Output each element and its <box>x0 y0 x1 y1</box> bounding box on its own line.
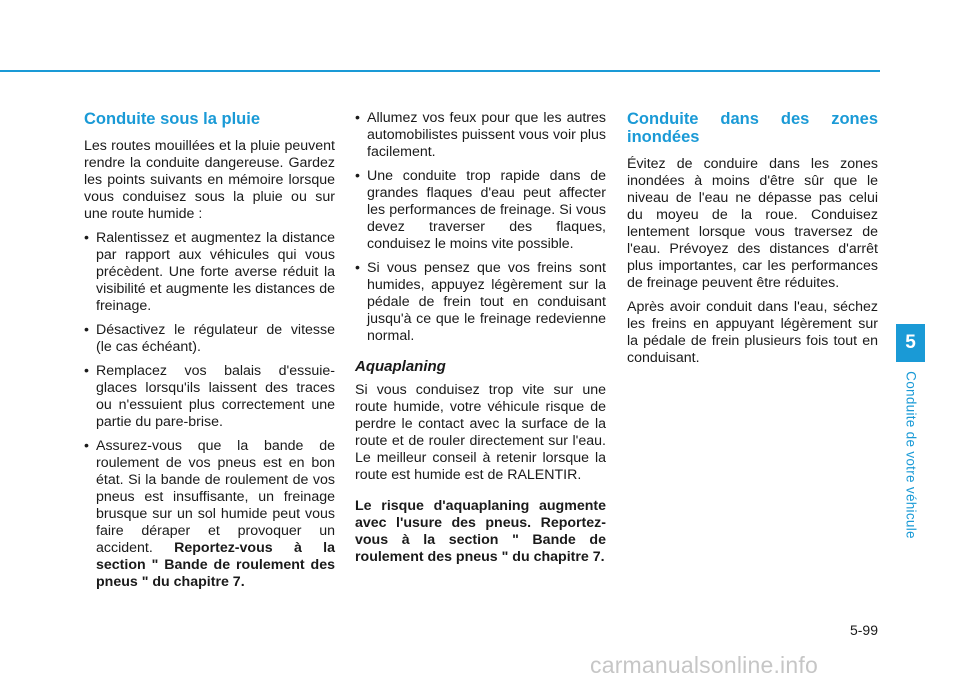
rain-intro: Les routes mouillées et la pluie peuvent rendre la conduite dangereuse. Gardez les points suivants en mémoire lorsque vous conduisez sous la pluie ou sur une route humide : <box>84 138 335 222</box>
list-item: • Une conduite trop rapide dans de grandes flaques d'eau peut affecter les performances de freinage. Si vous devez traverser des flaques, conduisez le moins vite possible. <box>355 168 606 253</box>
aquaplaning-subtitle: Aquaplaning <box>355 358 446 375</box>
column-1 <box>84 110 335 598</box>
flooded-paragraph: Évitez de conduire dans les zones inondées à moins d'être sûr que le niveau de l'eau ne dépasse pas celui du moyeu de la roue. Conduisez lentement lorsque vous traversez de l'eau. Prévoyez des distances d'arrêt plus importantes, car les performances de freinage peuvent être réduites. <box>627 156 878 291</box>
aquaplaning-paragraph: Si vous conduisez trop vite sur une route humide, votre véhicule risque de perdre le contact avec la surface de la route et de rouler directement sur l'eau. Le meilleur conseil à retenir lorsque la route est humide est de RALENTIR. <box>355 382 606 483</box>
watermark: carmanualsonline.info <box>590 652 818 678</box>
list-item: • Désactivez le régulateur de vitesse (le cas échéant). <box>84 322 335 356</box>
page-number: 5-99 <box>849 622 878 638</box>
column-2 <box>355 110 606 573</box>
list-item: • Remplacez vos balais d'essuie-glaces lorsqu'ils laissent des traces ou n'essuient plus correctement une partie du pare-brise. <box>84 363 335 431</box>
flooded-paragraph: Après avoir conduit dans l'eau, séchez les freins en appuyant légèrement sur la pédale de frein plusieurs fois tout en conduisant. <box>627 299 878 366</box>
rain-bullet-list <box>84 230 335 591</box>
section-title-rain: Conduite sous la pluie <box>84 110 261 128</box>
tread-bullet-text: Assurez-vous que la bande de roulement de vos pneus est en bon état. Si la bande de roulement de vos pneus est insuffisante, un freinage brusque sur un sol humide peut vous faire déraper et provoquer un accident. <box>96 438 335 556</box>
section-title-flooded: Conduite dans des zones inondées <box>627 110 878 146</box>
tread-bullet-reference: Reportez-vous à la section " Bande de roulement des pneus " du chapitre 7. <box>96 540 335 590</box>
rain-bullet-list-continued <box>355 110 606 345</box>
chapter-tab: 5 <box>896 324 925 362</box>
list-item <box>84 438 335 591</box>
header-rule <box>0 70 880 72</box>
list-item: • Allumez vos feux pour que les autres automobilistes puissent vous voir plus facilement. <box>355 110 606 161</box>
column-3 <box>627 110 878 374</box>
list-item: • Si vous pensez que vos freins sont humides, appuyez légèrement sur la pédale de frein tout en conduisant jusqu'à ce que le freinage redevienne normal. <box>355 260 606 345</box>
list-item: • Ralentissez et augmentez la distance par rapport aux véhicules qui vous précèdent. Une forte averse réduit la visibilité et augmente les distances de freinage. <box>84 230 335 315</box>
aquaplaning-warning: Le risque d'aquaplaning augmente avec l'usure des pneus. Reportez-vous à la section " Bande de roulement des pneus " du chapitre 7. <box>355 498 606 565</box>
chapter-side-label: Conduite de votre véhicule <box>903 371 919 539</box>
